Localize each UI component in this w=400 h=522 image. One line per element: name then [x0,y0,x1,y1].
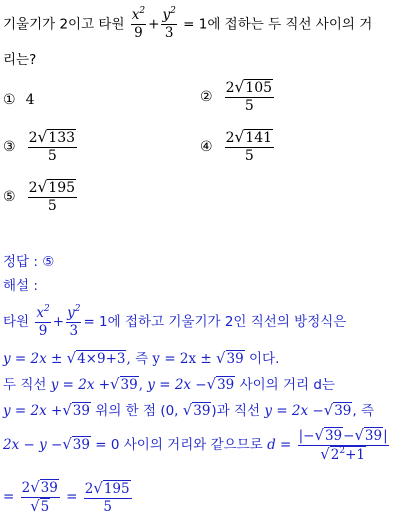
answer-value: ⑤ [42,254,55,270]
answer-line [3,254,54,270]
solution-line-1: 타원 $\frac{x^2}{9}$ + $\frac{y^2}{3}$ = 1에 접하고 기울기가 2인 직선의 방정식은 [3,303,347,339]
question-line-2: 리는? [3,52,37,68]
choice-4[interactable]: ④ $\frac{2√141}{5}$ [200,128,273,164]
choice-5[interactable]: ⑤ $\frac{2√195}{5}$ [3,178,76,214]
choice-2[interactable]: ② $\frac{2√105}{5}$ [200,78,273,114]
solution-line-5: 2x − y −√39 = 0 사이의 거리와 같으므로 d = $\frac{|-√39-√39|}{√2^2+1}$ [3,425,388,463]
solution-line-2: y = 2x ± √4×9+3, 즉 y = 2x ± √39 이다. [3,349,280,367]
choice-marker: ⑤ [3,189,16,205]
choice-marker: ④ [200,139,213,155]
solution-heading: 해설 : [3,278,38,294]
question-text: 기울기가 2이고 타원 [3,16,125,33]
answer-label: 정답 : [3,254,43,270]
choice-1[interactable] [3,92,34,108]
ellipse-y-term: $\frac{y^2}{3}$ [162,6,176,41]
solution-line-4: y = 2x +√39 위의 한 점 (0, √39)과 직선 y = 2x −√39, 즉 [3,401,375,419]
question-line-1: 기울기가 2이고 타원 $\frac{x^2}{9}$ + $\frac{y^2}{3}$ = 1에 접하는 두 직선 사이의 거 [3,6,373,41]
choice-marker: ③ [3,139,16,155]
solution-line-6: = $\frac{2√39}{√5}$ = $\frac{2√195}{5}$ [3,478,130,515]
solution-line-3: 두 직선 y = 2x +√39, y = 2x −√39 사이의 거리 d는 [3,375,335,393]
question-text-tail: = 1에 접하는 두 직선 사이의 거 [183,16,373,33]
ellipse-x-term: $\frac{x^2}{9}$ [131,6,146,41]
choice-marker: ① [3,92,16,108]
choice-value: 4 [25,92,35,108]
choice-3[interactable]: ③ $\frac{2√133}{5}$ [3,128,76,164]
choice-marker: ② [200,89,213,105]
